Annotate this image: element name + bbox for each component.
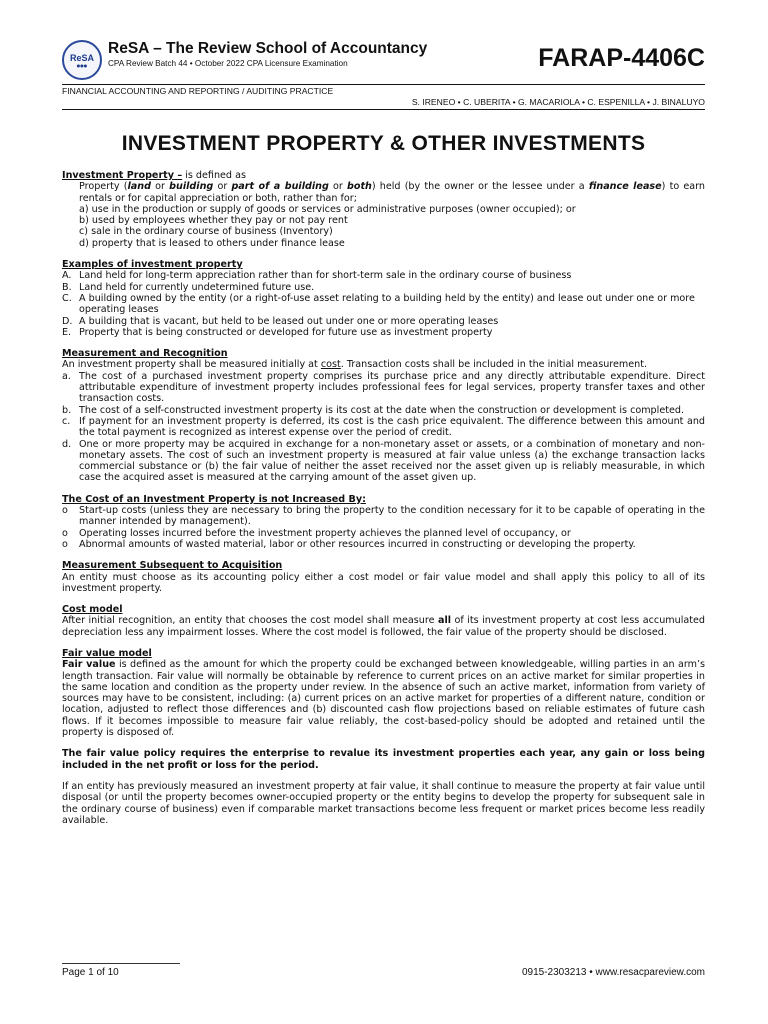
list-item: b) used by employees whether they pay or not pay rent [79, 215, 348, 227]
list-item: a) use in the production or supply of goods or services or administrative purposes (owner occupied); or [79, 203, 576, 215]
bullet-icon: o [62, 505, 68, 517]
contact-info: 0915-2303213 • www.resacpareview.com [521, 967, 705, 978]
fair-value-continue: If an entity has previously measured an investment property at fair value, it shall continue to measure the property at fair value until disposal (or until the property becomes owner-occupied property or the entity begins to develop the property for subsequent sale in the ordinary course of business) even if comparable market transactions become less frequent or market prices become less readily available. [62, 780, 705, 826]
not-increased-section [62, 494, 705, 550]
authors-line: S. IRENEO • C. UBERITA • G. MACARIOLA • C. ESPENILLA • J. BINALUYO [411, 97, 705, 107]
definition-section: Investment Property – is defined as Property (land or building or part of a building or both) held (by the owner or the lessee under a finance lease) to earn rentals or for capital appreciation or both, rather than for; a) use in the production or supply of goods or services or administrative purposes (owner occupied); or b) used by employees whether they pay or not pay rent c) sale in the ordinary course of business (Inventory) d) property that is leased to others under finance lease [62, 170, 706, 249]
fair-value-section [62, 648, 705, 826]
list-item: o Abnormal amounts of wasted material, labor or other resources incurred in constructing or developing the property. [62, 538, 636, 550]
list-item: D. A building that is vacant, but held to be leased out under one or more operating leases [62, 315, 499, 327]
list-item: C. A building owned by the entity (or a right-of-use asset relating to a building held by the entity) and lease out under one or more operating leases [62, 292, 695, 316]
definition-heading: Investment Property – [62, 170, 183, 181]
measurement-heading: Measurement and Recognition [62, 348, 228, 360]
page-title: INVESTMENT PROPERTY & OTHER INVESTMENTS [121, 132, 646, 155]
cost-model-heading: Cost model [62, 604, 123, 616]
header-rule-2 [62, 109, 705, 110]
definition-list [62, 204, 705, 249]
subsequent-text: An entity must choose as its accounting policy either a cost model or fair value model and shall apply this policy to all of its investment property. [62, 571, 705, 594]
bullet-icon: o [62, 527, 68, 539]
document-page [62, 40, 705, 836]
list-item: d) property that is leased to others under finance lease [79, 237, 345, 249]
cost-model-section [62, 604, 705, 638]
subsequent-section [62, 560, 705, 594]
fair-value-policy: The fair value policy requires the enterprise to revalue its investment properties each year, any gain or loss being included in the net profit or loss for the period. [62, 748, 705, 771]
list-item: b. The cost of a self-constructed investment property is its cost at the date when the construction or development is completed. [62, 404, 685, 416]
school-name: ReSA – The Review School of Accountancy [108, 40, 428, 57]
list-item: a. The cost of a purchased investment property comprises its purchase price and any directly attributable expenditure. Direct attributable expenditure of investment property includes professional fees for legal services, property transfer taxes and other transaction costs. [62, 370, 705, 405]
fair-value-heading: Fair value model [62, 647, 152, 659]
fair-value-text: Fair value is defined as the amount for which the property could be exchanged between knowledgeable, willing parties in an arm’s length transaction. Fair value will normally be obtainable by reference to current prices on an active market for similar properties in the same location and condition as the property under review. In the absence of such an active market, information from variety of sources may have to be consistent, including: (a) current prices on an active market for properties of a different nature, condition or location, adjusted to reflect those differences and (b) discounted cash flow projections based on reliable estimates of future cash flows. If it becomes impossible to measure fair value reliably, the cost-based-policy should be adopted and retained until the property is disposed of. [62, 659, 705, 739]
footer-rule [62, 963, 180, 964]
header [62, 40, 705, 82]
list-item: c. If payment for an investment property is deferred, its cost is the cash price equivalent. The difference between this amount and the total payment is recognized as interest expense over the period of credit. [62, 415, 705, 439]
definition-text: Property (land or building or part of a building or both) held (by the owner or the lessee under a finance lease) to earn rentals or for capital appreciation or both, rather than for; [79, 181, 706, 204]
examples-heading: Examples of investment property [62, 259, 243, 271]
page-number: Page 1 of 10 [62, 967, 119, 978]
logo-text: ReSA [69, 52, 94, 63]
bullet-icon: o [62, 538, 68, 550]
page-footer [62, 955, 705, 985]
list-item: c) sale in the ordinary course of business (Inventory) [79, 226, 333, 238]
list-item: A. Land held for long-term appreciation rather than for short-term sale in the ordinary course of business [62, 270, 572, 282]
header-rule [62, 84, 705, 85]
measurement-intro: An investment property shall be measured initially at cost. Transaction costs shall be included in the initial measurement. [62, 359, 648, 371]
batch-info: CPA Review Batch 44 • October 2022 CPA Licensure Examination [108, 59, 348, 68]
document-code: FARAP-4406C [538, 44, 705, 72]
subsequent-heading: Measurement Subsequent to Acquisition [62, 560, 283, 572]
document-body [62, 170, 705, 826]
not-increased-heading: The Cost of an Investment Property is not Increased By: [62, 493, 366, 505]
resa-logo: ReSA ●●● [62, 40, 102, 80]
list-item: o Operating losses incurred before the investment property achieves the planned level of occupancy, or [62, 527, 571, 539]
list-item: d. One or more property may be acquired in exchange for a non-monetary asset or assets, or a combination of monetary and non-monetary assets. The cost of such an investment property is measured at fair value unless (a) the exchange transaction lacks commercial substance or (b) the fair value of neither the asset received nor the asset given up is reliably measurable, in which case the acquired asset is measured at the carrying amount of the asset given up. [62, 438, 705, 484]
measurement-section [62, 348, 705, 484]
list-item: E. Property that is being constructed or developed for future use as investment property [62, 326, 493, 338]
examples-section [62, 259, 705, 338]
subject-line: FINANCIAL ACCOUNTING AND REPORTING / AUDITING PRACTICE [62, 86, 334, 96]
cost-model-text: After initial recognition, an entity that chooses the cost model shall measure all of its investment property at cost less accumulated depreciation less any impairment losses. Where the cost model is followed, the fair value of the property should be disclosed. [62, 615, 705, 638]
list-item: B. Land held for currently undetermined future use. [62, 281, 315, 293]
list-item: o Start-up costs (unless they are necessary to bring the property to the condition necessary for it to be capable of operating in the manner intended by management). [62, 505, 705, 528]
